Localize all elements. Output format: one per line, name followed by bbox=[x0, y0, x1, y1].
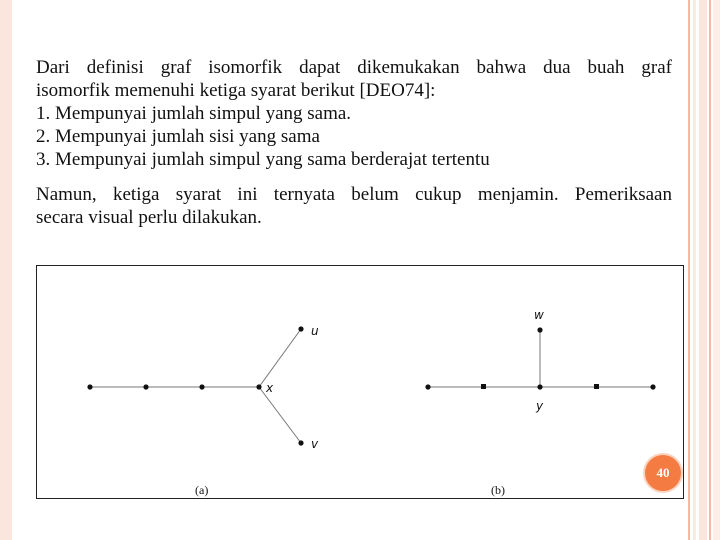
right-decor-stripe bbox=[688, 0, 690, 540]
vertex-label-u: u bbox=[311, 324, 319, 338]
graph-figure bbox=[36, 265, 684, 499]
graph-a-vertex bbox=[87, 384, 92, 389]
list-item: 2. Mempunyai jumlah sisi yang sama bbox=[36, 126, 320, 147]
text-line: isomorfik memenuhi ketiga syarat berikut [DEO74]: bbox=[36, 80, 436, 101]
right-decor-stripe bbox=[713, 0, 720, 540]
paragraph-definition bbox=[36, 56, 672, 171]
graph-a-vertex bbox=[143, 384, 148, 389]
slide-body bbox=[36, 56, 672, 229]
graph-a-vertex-u bbox=[298, 326, 303, 331]
right-decor-stripe bbox=[693, 0, 696, 540]
vertex-label-y: y bbox=[536, 399, 544, 413]
text-line: secara visual perlu dilakukan. bbox=[36, 207, 262, 228]
vertex-label-x: x bbox=[266, 381, 274, 395]
graph-a-vertex-v bbox=[298, 440, 303, 445]
page-number-badge: 40 bbox=[643, 453, 683, 493]
list-item: 1. Mempunyai jumlah simpul yang sama. bbox=[36, 103, 352, 124]
graph-b-vertex bbox=[594, 384, 599, 389]
graph-a-vertex-x bbox=[256, 384, 261, 389]
left-margin-stripe bbox=[0, 0, 12, 540]
caption-a: (a) bbox=[195, 483, 209, 497]
graph-b bbox=[425, 308, 655, 497]
vertex-label-v: v bbox=[311, 437, 319, 451]
graph-a bbox=[87, 324, 319, 497]
graph-a-vertex bbox=[199, 384, 204, 389]
graph-a-edge-xu bbox=[259, 329, 301, 387]
list-item: 3. Mempunyai jumlah simpul yang sama berderajat tertentu bbox=[36, 149, 490, 170]
graph-b-vertex-y bbox=[537, 384, 542, 389]
right-decor-stripe bbox=[709, 0, 711, 540]
caption-b: (b) bbox=[491, 483, 505, 497]
graph-b-vertex-w bbox=[537, 327, 542, 332]
text-line: Dari definisi graf isomorfik dapat dikemukakan bahwa dua buah graf bbox=[36, 57, 672, 78]
graph-b-vertex bbox=[650, 384, 655, 389]
paragraph-note bbox=[36, 183, 672, 229]
vertex-label-w: w bbox=[534, 308, 544, 322]
text-line: Namun, ketiga syarat ini ternyata belum cukup menjamin. Pemeriksaan bbox=[36, 184, 672, 205]
graph-b-vertex bbox=[425, 384, 430, 389]
right-decor-stripe bbox=[699, 0, 707, 540]
graph-diagram bbox=[37, 266, 683, 498]
graph-b-vertex bbox=[481, 384, 486, 389]
graph-a-edge-xv bbox=[259, 387, 301, 443]
